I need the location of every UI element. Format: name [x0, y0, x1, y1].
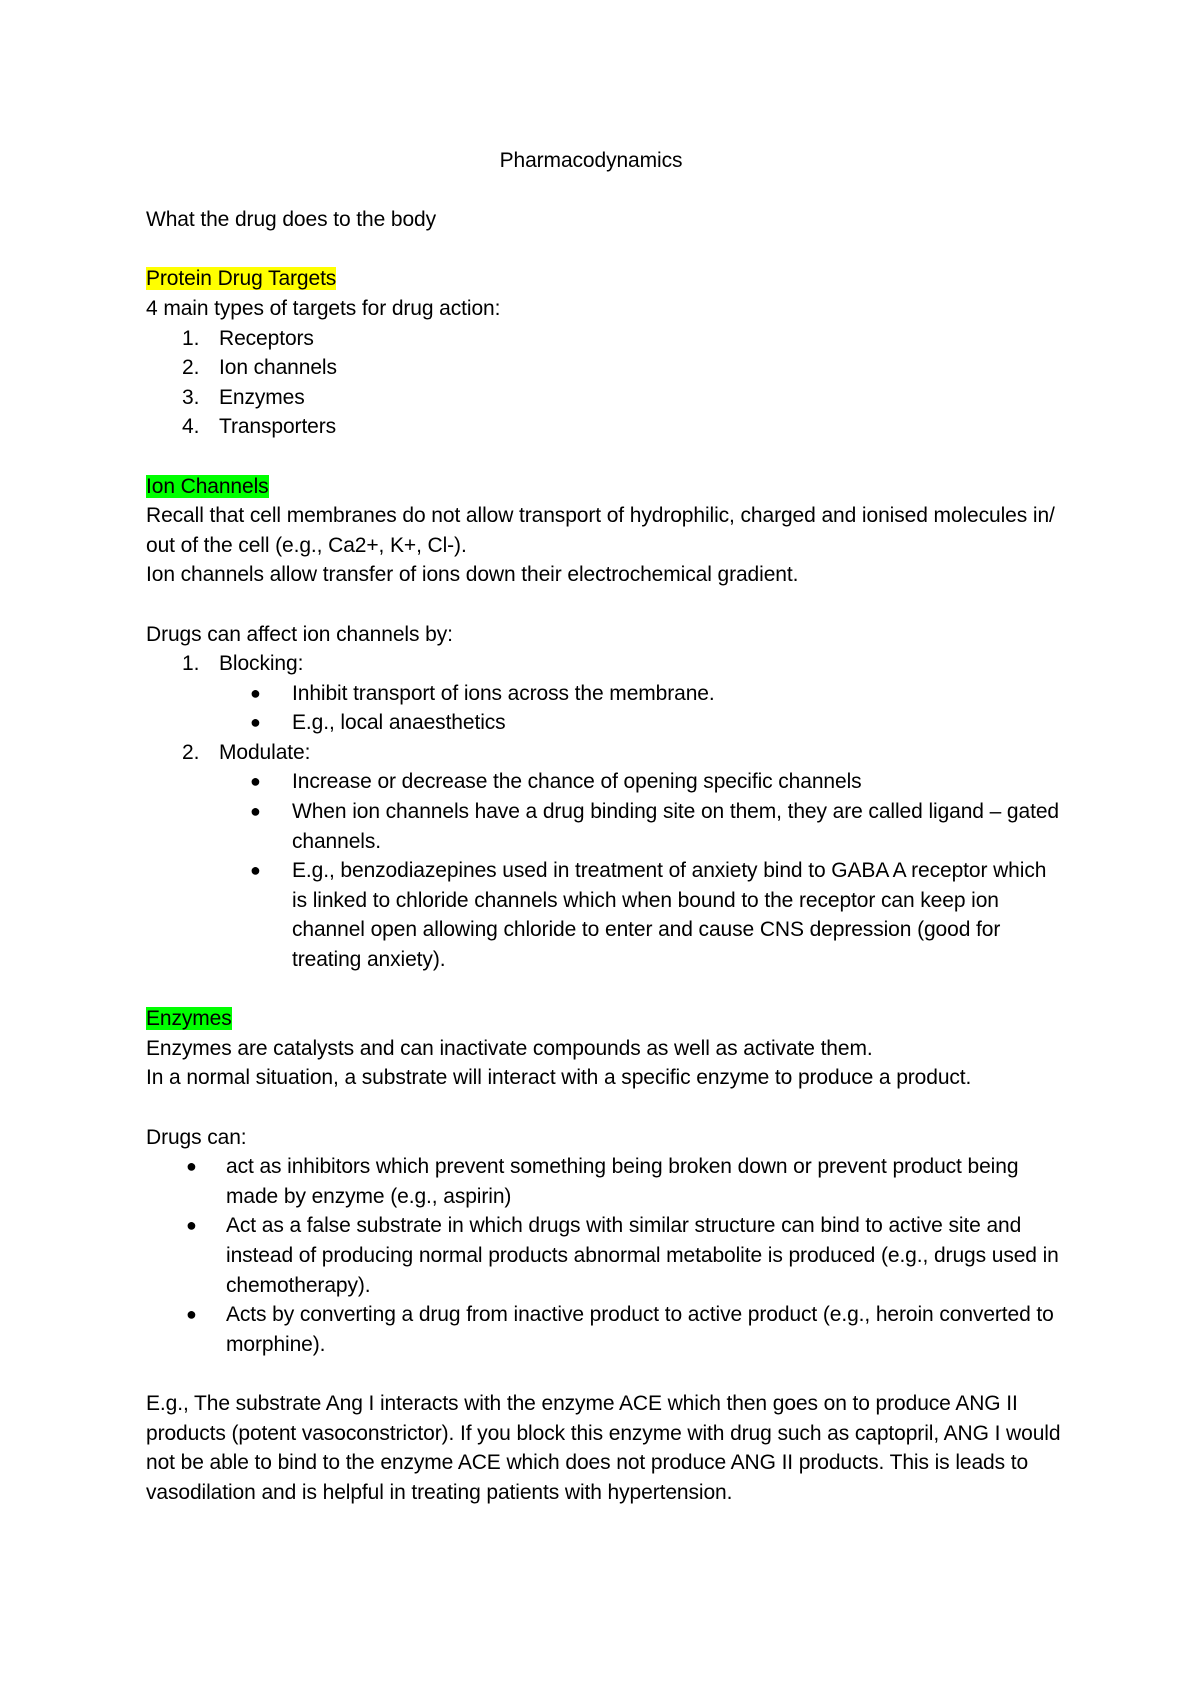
list-item-blocking: 1. Blocking: [182, 652, 304, 676]
list-item: 1. Receptors [182, 326, 314, 350]
ion-paragraph-2: Ion channels allow transfer of ions down their electrochemical gradient. [146, 563, 799, 587]
bullet-icon: ● [186, 1304, 197, 1325]
bullet-item: ● When ion channels have a drug binding site on them, they are called ligand – gated channels. [146, 797, 1066, 856]
document-body [146, 146, 1066, 1507]
bullet-icon: ● [186, 1215, 197, 1236]
section-heading-protein [146, 264, 1066, 294]
page-title: Pharmacodynamics [499, 149, 683, 172]
ion-drugs-intro: Drugs can affect ion channels by: [146, 622, 453, 646]
enzymes-bullets [146, 1152, 1066, 1359]
protein-intro: 4 main types of targets for drug action: [146, 296, 501, 320]
bullet-item: ● Increase or decrease the chance of opening specific channels [146, 767, 1066, 797]
section-heading-ion-channels [146, 472, 1066, 502]
list-item-modulate: 2. Modulate: [182, 740, 311, 764]
ion-effect-list [146, 649, 1066, 679]
highlight-green: Ion Channels [146, 474, 269, 498]
bullet-icon: ● [250, 771, 261, 792]
bullet-icon: ● [186, 1156, 197, 1177]
bullet-item: ● Inhibit transport of ions across the membrane. [146, 679, 1066, 709]
enzymes-drugs-intro: Drugs can: [146, 1125, 247, 1149]
protein-target-list [146, 324, 1066, 442]
bullet-icon: ● [250, 801, 261, 822]
bullet-item: ● Act as a false substrate in which drugs with similar structure can bind to active site and instead of producing normal products abnormal metabolite is produced (e.g., drugs used in chemotherapy). [146, 1211, 1066, 1300]
ion-effect-list-2 [146, 738, 1066, 768]
bullet-item: ● E.g., benzodiazepines used in treatment of anxiety bind to GABA A receptor which is linked to chloride channels which when bound to the receptor can keep ion channel open allowing chloride to enter and cause CNS depression (good for treating anxiety). [146, 856, 1066, 974]
highlight-yellow: Protein Drug Targets [146, 267, 337, 291]
list-item: 4. Transporters [182, 415, 337, 439]
ion-paragraph-1: Recall that cell membranes do not allow transport of hydrophilic, charged and ionised molecules in/ out of the cell (e.g., Ca2+, K+, Cl-). [146, 504, 1055, 557]
bullet-item: ● E.g., local anaesthetics [146, 708, 1066, 738]
bullet-icon: ● [250, 712, 261, 733]
enzymes-paragraph-1: Enzymes are catalysts and can inactivate compounds as well as activate them. [146, 1036, 873, 1060]
highlight-green: Enzymes [146, 1007, 232, 1031]
bullet-icon: ● [250, 860, 261, 881]
list-item: 2. Ion channels [182, 356, 337, 380]
subtitle: What the drug does to the body [146, 208, 437, 232]
modulate-bullets [146, 767, 1066, 974]
enzymes-paragraph-2: In a normal situation, a substrate will interact with a specific enzyme to produce a product. [146, 1066, 972, 1090]
list-item: 3. Enzymes [182, 385, 305, 409]
blocking-bullets [146, 679, 1066, 738]
section-heading-enzymes [146, 1004, 1066, 1034]
bullet-item: ● Acts by converting a drug from inactive product to active product (e.g., heroin converted to morphine). [146, 1300, 1066, 1359]
bullet-icon: ● [250, 682, 261, 703]
enzymes-example: E.g., The substrate Ang I interacts with the enzyme ACE which then goes on to produce ANG II products (potent vasoconstrictor). If you block this enzyme with drug such as captopril, ANG I would not be able to bind to the enzyme ACE which does not produce ANG II products. This is leads to vasodilation and is helpful in treating patients with hypertension. [146, 1391, 1061, 1504]
bullet-item: ● act as inhibitors which prevent something being broken down or prevent product being made by enzyme (e.g., aspirin) [146, 1152, 1066, 1211]
